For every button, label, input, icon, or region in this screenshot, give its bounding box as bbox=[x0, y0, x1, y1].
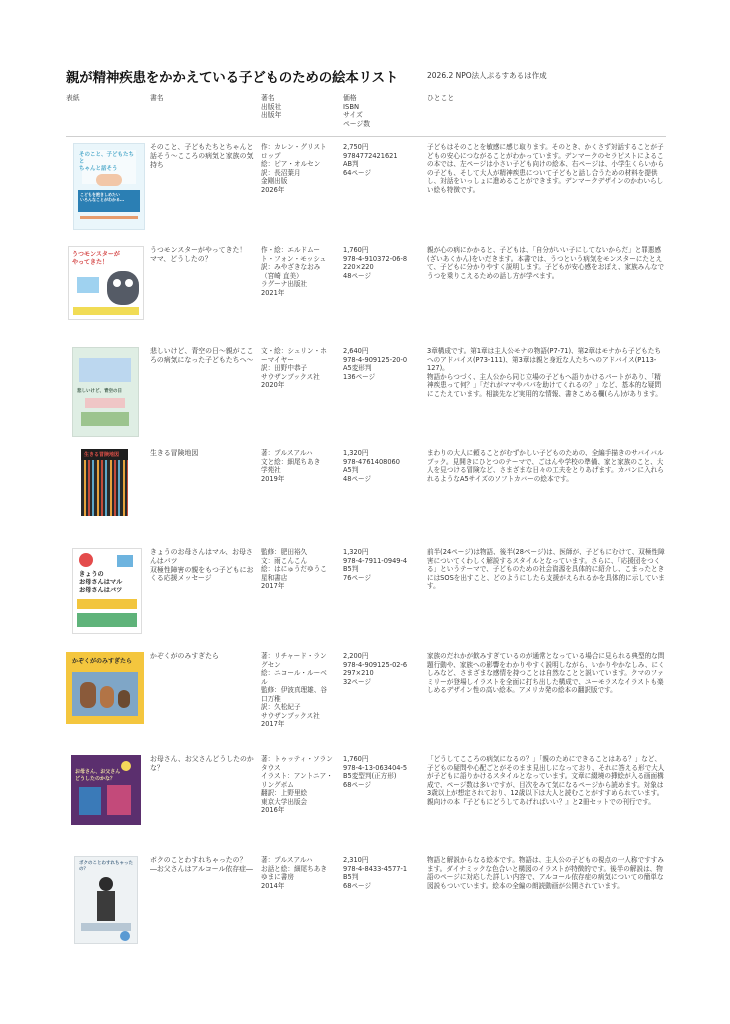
cover-title: きょうの お母さんはマル お母さんはバツ bbox=[79, 571, 123, 594]
column-header-note: ひとこと bbox=[427, 94, 455, 102]
book-price: 1,760円 978-4-13-063404-5 B5変型判(正方形) 68ページ bbox=[343, 755, 408, 789]
book-cover bbox=[81, 449, 128, 516]
book-title: きょうのお母さんはマル、お母さんはバツ 双極性障害の親をもつ子どもにおくる応援メッセージ bbox=[150, 548, 254, 583]
book-title: かぞくがのみすぎたら bbox=[150, 652, 219, 660]
header-divider bbox=[66, 136, 666, 137]
book-author: 監修：肥田裕久 文：雨こんこん 絵：はにゅうだゆうこ 星和書店 2017年 bbox=[261, 548, 327, 590]
book-note: 3章構成です。第1章は主人公モナの物語(P7-71)、第2章はモナから子どもたちへのアドバイス(P73-111)、第3章は親と身近な人たちへのアドバイス(P113-127)。 物語からつづく、主人公から同じ立場の子どもへ語りかけるパートがあり、「精神疾患って何？」「だれがママやパパを助けてくれるの？」など、基本的な疑問にこたえています。相談先など実用的な情報、書きこめる欄(らん)があります。 bbox=[427, 347, 662, 398]
cover-title: お母さん、お父さん どうしたのかな？ bbox=[75, 769, 121, 782]
column-header-price: 価格 ISBN サイズ ページ数 bbox=[343, 94, 371, 128]
column-header-name: 書名 bbox=[150, 94, 164, 102]
book-title: ボクのことわすれちゃったの？ ―お父さんはアルコール依存症― bbox=[150, 856, 253, 873]
book-author: 著：プルスアルハ 文と絵：細尾ちあき 学苑社 2019年 bbox=[261, 449, 321, 483]
book-title: うつモンスターがやってきた！ ママ、どうしたの？ bbox=[150, 246, 247, 263]
page-title: 親が精神疾患をかかえている子どものための絵本リスト bbox=[66, 70, 399, 86]
cover-subtitle: こどもを抱きしめたい いろんなことがわかる… bbox=[80, 192, 124, 202]
book-note: 「どうしてこころの病気になるの？」「親のためにできることはある？」など、子どもの疑問や心配ごとがそのまま見出しになっており、それに答える形で大人が子どもに語りかけるスタイルとなっています。文章に綴境の挿絵が入る画面構成で、ページ数は多いですが、目次をみて気になるページから読めます。対象は3歳以上が想定されており、12歳以下は大人と読むことがすすめられています。親向けの本『子どもにどうしてあげればいい？』と2冊セットでの刊行です。 bbox=[427, 755, 665, 806]
book-author: 著：プルスアルハ お話と絵：細尾ちあき ゆまに書房 2014年 bbox=[261, 856, 327, 890]
book-note: 前半(24ページ)は物語、後半(28ページ)は、医師が、子どもにむけて、双極性障害についてくわしく解説するスタイルとなっています。さらに、「応援団をつくる」というテーマで、子どものための社会資源を具体的に紹介し、こまったときにはSOSを出すこと、どのようにしたら支援がえられるかを具体的に示しています。 bbox=[427, 548, 665, 590]
column-header-cover: 表紙 bbox=[66, 94, 80, 102]
book-author: 著：リチャード・ラングセン 絵：ニコール・ルーベル 監修：伊波真理雄、谷口万稚 訳：久松紀子 サウザンブックス社 2017年 bbox=[261, 652, 327, 728]
book-title: 生きる冒険地図 bbox=[150, 449, 199, 457]
book-author: 作・絵：エルドムート・フォン・モッシュ 訳：みやざきなおみ （宮崎 直美） ラグーナ出版社 2021年 bbox=[261, 246, 327, 297]
cover-title: そのこと、子どもたちと ちゃんと話そう bbox=[79, 152, 135, 172]
book-note: 家族のだれかが飲みすぎているのが通常となっている場合に見られる典型的な問題行動や、家族への影響をわかりやすく説明しながら、いかりやかなしみ、にくしみなど、さまざまな感情を持つことは自然なことと説いています。クマのファミリーが登場しイラストを全面に打ち出した構成で、ユーモラスなイラストも楽しめるデザイン性の高い絵本。アメリカ発の絵本の翻訳版です。 bbox=[427, 652, 665, 694]
book-price: 2,310円 978-4-8433-4577-1 B5判 68ページ bbox=[343, 856, 408, 890]
column-header-author: 著名 出版社 出版年 bbox=[261, 94, 282, 120]
book-price: 1,320円 978-4761408060 A5判 48ページ bbox=[343, 449, 400, 483]
book-cover bbox=[74, 856, 138, 944]
book-author: 文・絵：シュリン・ホーマイヤー 訳：田野中恭子 サウザンブックス社 2020年 bbox=[261, 347, 327, 389]
cover-title: 悲しいけど、青空の日 bbox=[77, 389, 122, 394]
book-price: 2,200円 978-4-909125-02-6 297×210 32ページ bbox=[343, 652, 408, 686]
book-note: 子どもはそのことを敏感に感じ取ります。そのとき、かくさず対話することが子どもの安心につながることがわかっています。デンマークのセラピストによるこの本では、左ページは小さい子ども向けの絵本、右ページは、小学生くらいからの子ども、そして大人が精神疾患について子どもと話し合うための材料を提供し、対話をいっしょに進めることができます。デンマークデザインのかわいらしい絵も特徴です。 bbox=[427, 143, 665, 194]
book-cover bbox=[68, 246, 144, 320]
book-title: お母さん、お父さんどうしたのかな？ bbox=[150, 755, 254, 772]
book-cover bbox=[72, 548, 142, 634]
book-note: 親が心の病にかかると、子どもは、「自分がいい子にしてないからだ」と罪悪感(ざいあくかん)をいだきます。本書では、うつという病気をモンスターにたとえて、子どもに分かりやすく説明します。子どもが安心感をおぼえ、家族みんなでうつを乗りこえるための話し方が学べます。 bbox=[427, 246, 665, 280]
book-title: 悲しいけど、青空の日〜親がこころの病気になった子どもたちへ〜 bbox=[150, 347, 254, 364]
cover-title: ボクのことわすれちゃったの？ bbox=[79, 861, 133, 872]
book-price: 1,760円 978-4-910372-06-8 220×220 48ページ bbox=[343, 246, 408, 280]
book-author: 作：カレン・グリストロップ 絵：ピア・オルセン 訳：長沼葉月 金剛出版 2026年 bbox=[261, 143, 327, 194]
cover-title: かぞくがのみすぎたら bbox=[72, 658, 133, 665]
cover-title: 生きる冒険地図 bbox=[84, 452, 120, 458]
book-note: 物語と解説からなる絵本です。物語は、主人公の子どもの視点の一人称ですすみます。ダイナミックな色合いと構図のイラストが特徴的です。後半の解説は、物語のページに対応した詳しい内容で、アルコール依存症の病気についての簡単な図説もついています。絵本の全編の朗読動画が公開されています。 bbox=[427, 856, 664, 890]
book-price: 1,320円 978-4-7911-0949-4 B5判 76ページ bbox=[343, 548, 408, 582]
cover-title: うつモンスターが やってきた！ bbox=[72, 251, 120, 266]
book-cover bbox=[71, 755, 141, 825]
page-subtitle: 2026.2 NPO法人ぷるすあるは作成 bbox=[427, 71, 547, 80]
book-note: まわりの大人に頼ることがむずかしい子どものための、全編手描きのサバイバルブック。見開きにひとつのテーマで、ごはんや学校の準備、家と家族のこと、大人を見つける冒険など、さまざまな日々の工夫をとりあげます。カバンに入れられるようなA5サイズのソフトカバーの絵本です。 bbox=[427, 449, 664, 483]
book-cover bbox=[73, 143, 145, 230]
book-price: 2,750円 9784772421621 AB判 64ページ bbox=[343, 143, 398, 177]
book-cover bbox=[72, 347, 139, 437]
book-price: 2,640円 978-4-909125-20-0 A5変形判 136ページ bbox=[343, 347, 408, 381]
book-cover bbox=[66, 652, 144, 724]
book-author: 著：トゥッティ・ソランタウス イラスト：アントニア・リングボム 翻訳：上野里絵 東京大学出版会 2016年 bbox=[261, 755, 333, 814]
book-title: そのこと、子どもたちとちゃんと話そう〜こころの病気と家族の気持ち bbox=[150, 143, 254, 169]
